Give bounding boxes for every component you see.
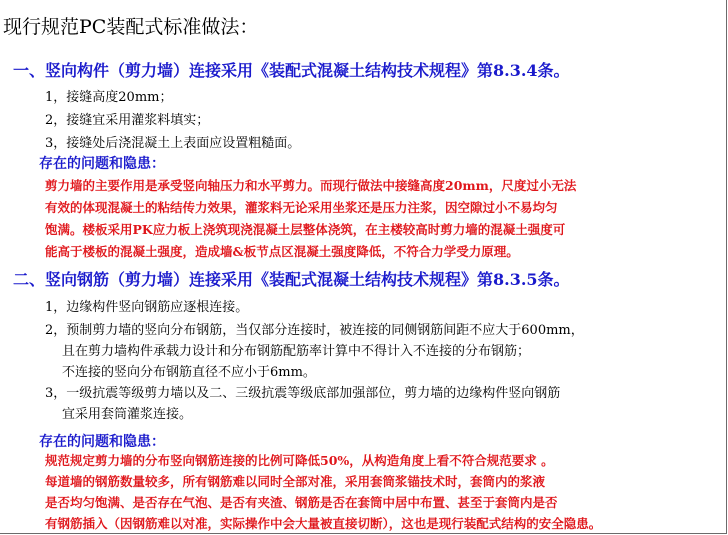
- section-2-item-2: 2，预制剪力墙的竖向分布钢筋，当仅部分连接时，被连接的同侧钢筋间距不应大于600mm，: [45, 323, 584, 338]
- section-1-problem-line: 能高于楼板的混凝土强度，造成墙&板节点区混凝土强度降低，不符合力学受力原理。: [45, 244, 519, 259]
- section-2-item-1: 1，边缘构件竖向钢筋应逐根连接。: [45, 300, 249, 315]
- section-2-item-3-cont: 宜采用套筒灌浆连接。: [62, 407, 193, 422]
- section-1-problems-heading: 存在的问题和隐患：: [39, 156, 165, 172]
- section-1-item-1: 1，接缝高度20mm；: [45, 90, 173, 105]
- section-2-item-2-cont: 且在剪力墙构件承载力设计和分布钢筋配筋率计算中不得计入不连接的分布钢筋；: [62, 344, 531, 359]
- section-2-problem-line: 规范规定剪力墙的分布竖向钢筋连接的比例可降低50%，从构造角度上看不符合规范要求 。: [45, 453, 554, 468]
- section-1-problem-line: 剪力墙的主要作用是承受竖向轴压力和水平剪力。而现行做法中接缝高度20mm，尺度过小无法: [45, 178, 577, 193]
- section-2-heading: 二、竖向钢筋（剪力墙）连接采用《装配式混凝土结构技术规程》第8.3.5条。: [13, 270, 570, 289]
- section-1-heading: 一、竖向构件（剪力墙）连接采用《装配式混凝土结构技术规程》第8.3.4条。: [13, 61, 570, 80]
- section-2-item-3: 3，一级抗震等级剪力墙以及二、三级抗震等级底部加强部位，剪力墙的边缘构件竖向钢筋: [45, 386, 561, 401]
- page-title: 现行规范PC装配式标准做法：: [3, 16, 259, 38]
- section-1-problem-line: 有效的体现混凝土的粘结传力效果，灌浆料无论采用坐浆还是压力注浆，因空隙过小不易均匀: [45, 200, 558, 215]
- section-2-problem-line: 有钢筋插入（因钢筋难以对准，实际操作中会大量被直接切断），这也是现行装配式结构的安全隐患。: [45, 516, 602, 531]
- section-2-item-2-cont: 不连接的竖向分布钢筋直径不应小于6mm。: [62, 365, 316, 380]
- section-1-item-3: 3，接缝处后浇混凝土上表面应设置粗糙面。: [45, 136, 301, 151]
- section-2-problem-line: 每道墙的钢筋数量较多，所有钢筋难以同时全部对准，采用套筒浆锚技术时，套筒内的浆液: [45, 474, 546, 489]
- section-2-problem-line: 是否均匀饱满、是否存在气泡、是否有夹渣、钢筋是否在套筒中居中布置、甚至于套筒内是否: [45, 495, 558, 510]
- section-1-problem-line: 饱满。楼板采用PK应力板上浇筑现浇混凝土层整体浇筑，在主楼较高时剪力墙的混凝土强度可: [45, 222, 566, 237]
- section-1-item-2: 2，接缝宜采用灌浆料填实；: [45, 113, 210, 128]
- section-2-problems-heading: 存在的问题和隐患：: [39, 434, 165, 450]
